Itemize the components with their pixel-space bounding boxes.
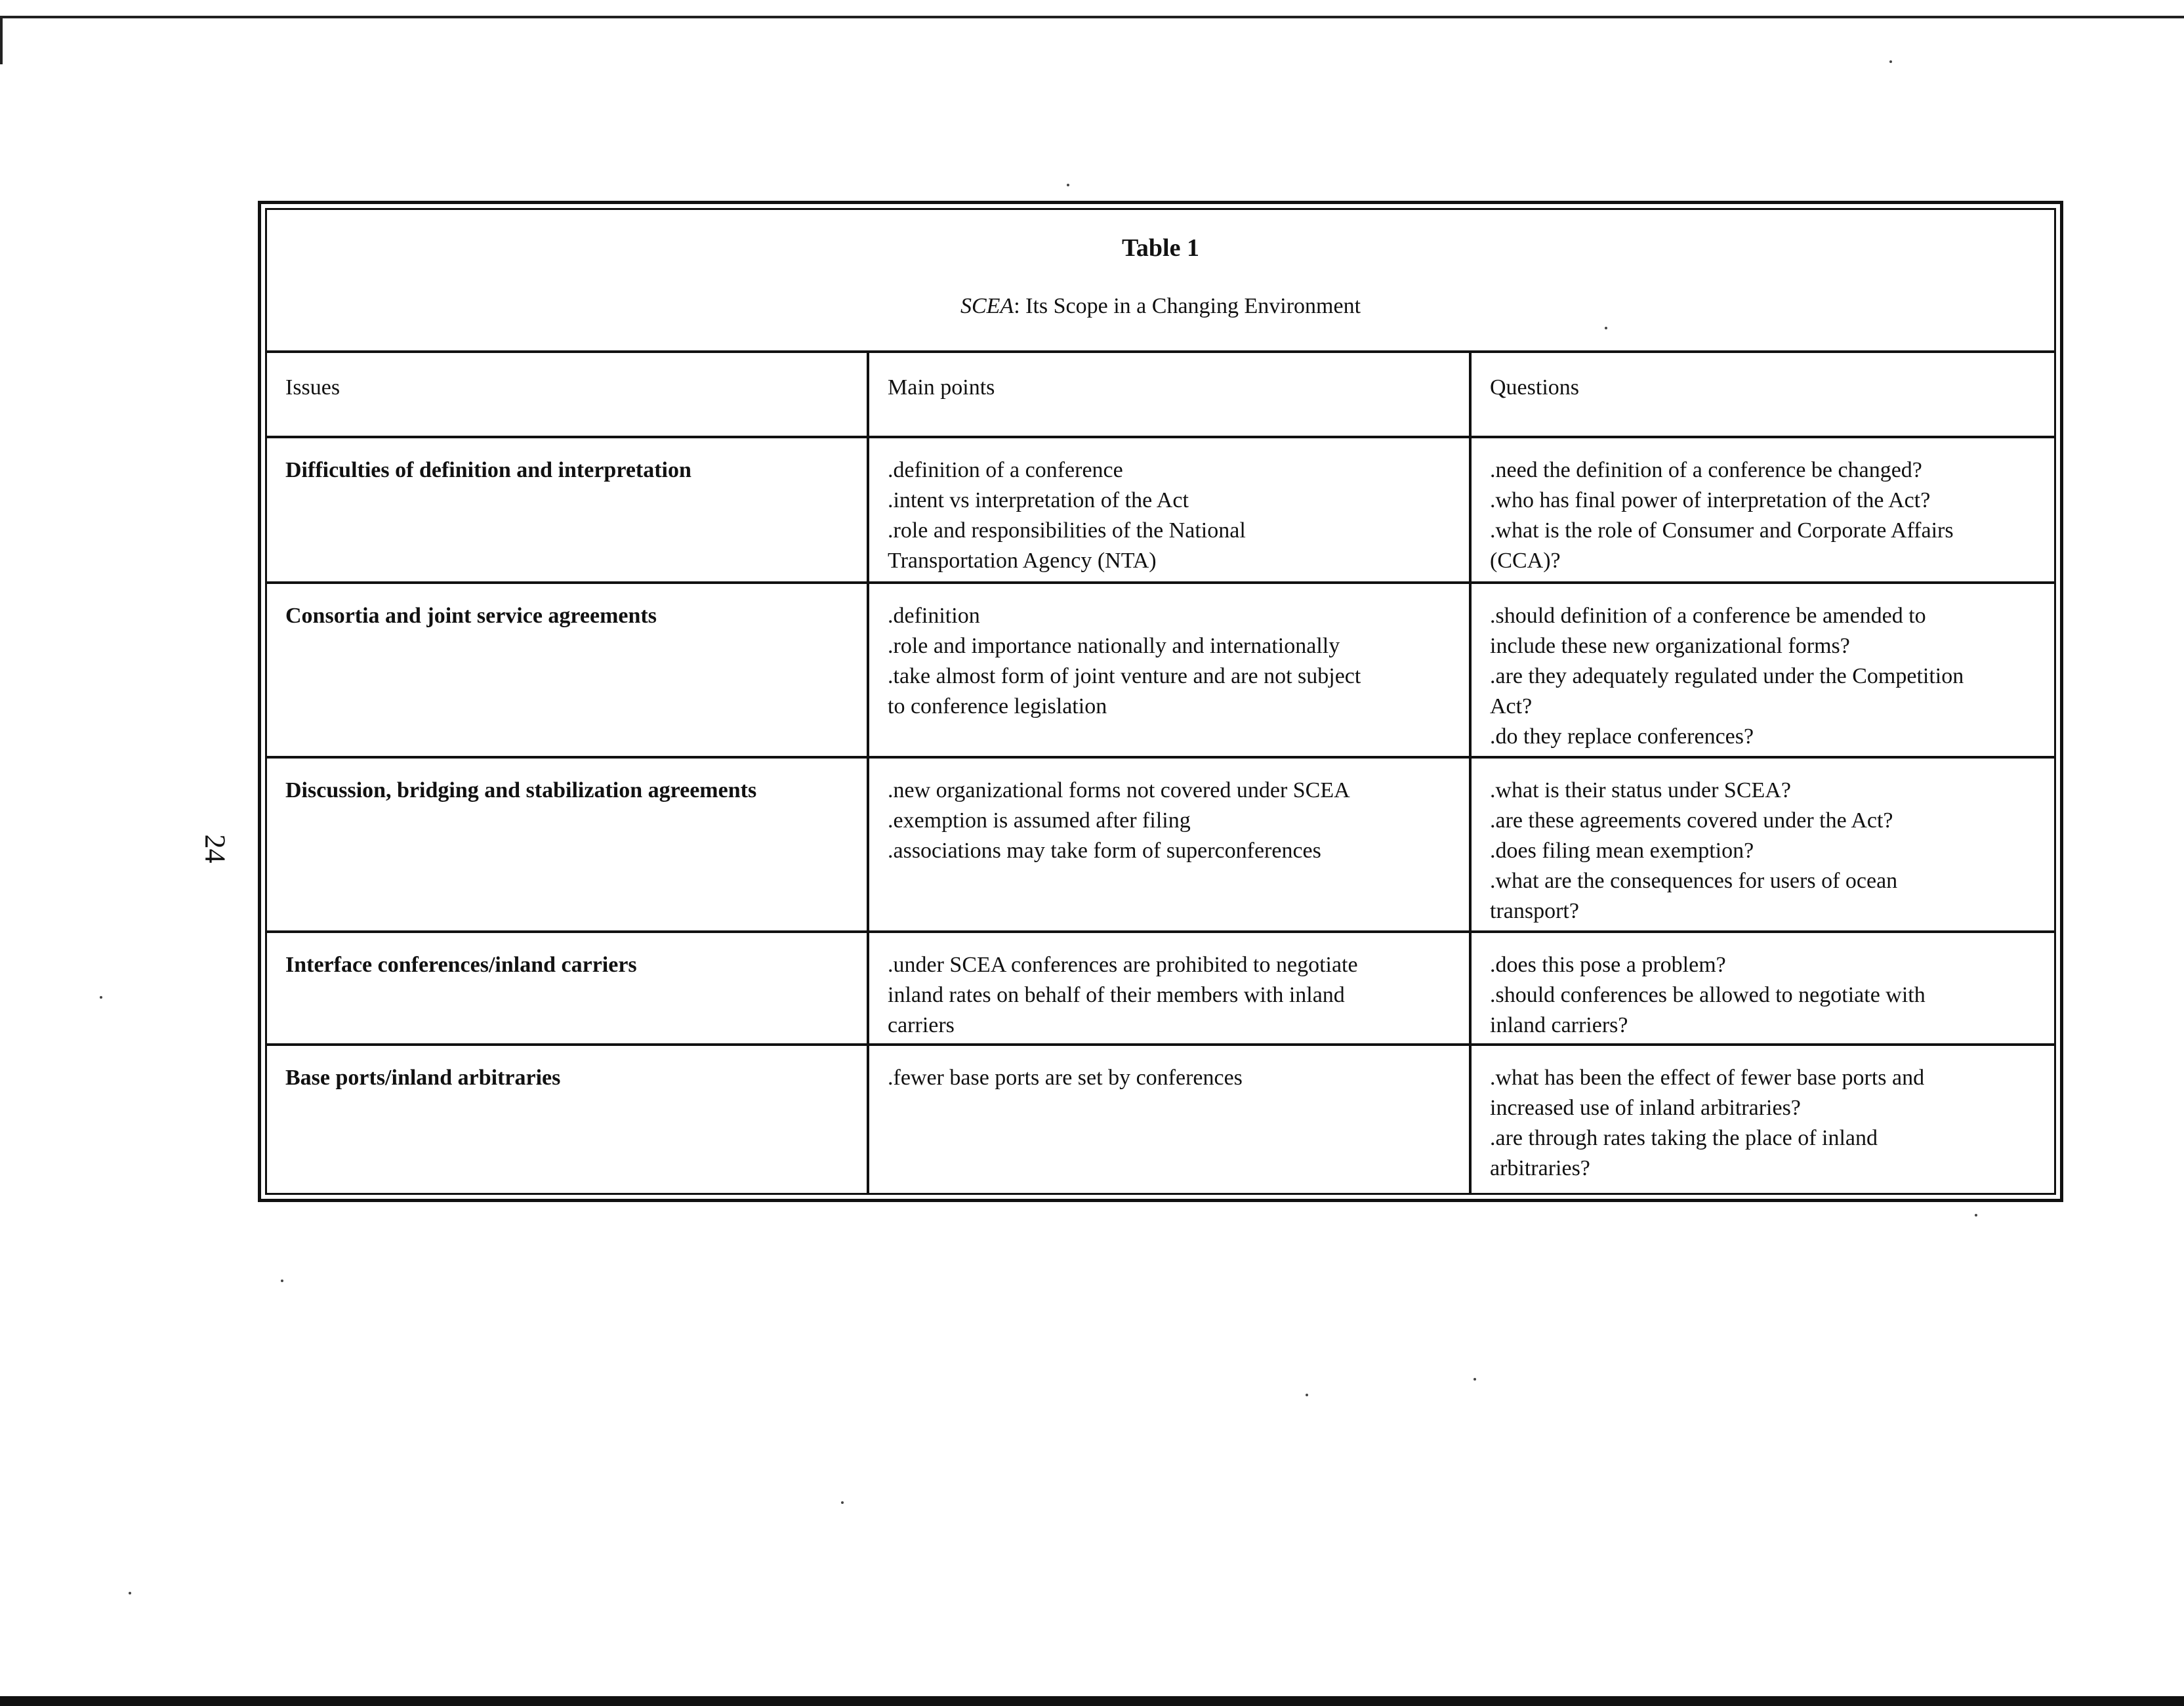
point-line: carriers — [888, 1013, 955, 1037]
scan-speck — [100, 996, 102, 999]
main-points-cell — [869, 584, 1472, 756]
point-line: .exemption is assumed after filing — [888, 808, 1191, 833]
point-line: .associations may take form of superconferences — [888, 839, 1321, 863]
question-line: transport? — [1490, 899, 1579, 923]
issue-cell: Discussion, bridging and stabilization agreements — [267, 759, 869, 930]
issue-cell: Consortia and joint service agreements — [267, 584, 869, 756]
point-line: .new organizational forms not covered under SCEA — [888, 778, 1350, 802]
main-points-cell — [869, 759, 1472, 930]
point-line: inland rates on behalf of their members with inland — [888, 983, 1345, 1007]
questions-cell — [1472, 933, 2054, 1043]
table-caption — [267, 210, 2054, 353]
questions-cell — [1472, 584, 2054, 756]
scan-speck — [1889, 60, 1892, 63]
bottom-scan-rule — [0, 1696, 2184, 1706]
question-line: .should definition of a conference be amended to — [1490, 604, 1926, 628]
point-line: .fewer base ports are set by conferences — [888, 1066, 1243, 1090]
point-line: .definition — [888, 604, 980, 628]
point-line: to conference legislation — [888, 694, 1107, 718]
header-issues: Issues — [267, 353, 869, 436]
main-points-cell — [869, 933, 1472, 1043]
point-line: Transportation Agency (NTA) — [888, 549, 1157, 573]
header-main-points: Main points — [869, 353, 1472, 436]
point-line: .take almost form of joint venture and are not subject — [888, 664, 1361, 688]
point-line: .definition of a conference — [888, 458, 1123, 482]
left-scan-mark — [0, 18, 3, 64]
table-header-row — [267, 353, 2054, 438]
main-points-cell — [869, 438, 1472, 581]
table-row — [267, 584, 2054, 759]
scan-speck — [281, 1280, 283, 1282]
point-line: .role and importance nationally and internationally — [888, 634, 1340, 658]
table-frame — [265, 208, 2056, 1195]
issue-cell: Difficulties of definition and interpretation — [267, 438, 869, 581]
table-row — [267, 438, 2054, 584]
question-line: inland carriers? — [1490, 1013, 1628, 1037]
subtitle-rest: : Its Scope in a Changing Environment — [1014, 294, 1361, 318]
question-line: .do they replace conferences? — [1490, 724, 1754, 749]
top-scan-rule — [0, 16, 2184, 18]
question-line: Act? — [1490, 694, 1533, 718]
scan-speck — [841, 1501, 844, 1504]
point-line: .under SCEA conferences are prohibited to negotiate — [888, 953, 1358, 977]
question-line: .what are the consequences for users of ocean — [1490, 869, 1898, 893]
question-line: include these new organizational forms? — [1490, 634, 1850, 658]
issue-cell: Interface conferences/inland carriers — [267, 933, 869, 1043]
questions-cell — [1472, 438, 2054, 581]
questions-cell — [1472, 1046, 2054, 1193]
question-line: .what is the role of Consumer and Corporate Affairs — [1490, 518, 1954, 543]
question-line: (CCA)? — [1490, 549, 1561, 573]
question-line: increased use of inland arbitraries? — [1490, 1096, 1801, 1120]
question-line: .what has been the effect of fewer base ports and — [1490, 1066, 1925, 1090]
header-questions: Questions — [1490, 375, 1579, 400]
scan-speck — [1067, 184, 1069, 186]
table-row — [267, 933, 2054, 1046]
question-line: .should conferences be allowed to negotiate with — [1490, 983, 1926, 1007]
subtitle-scea: SCEA — [960, 294, 1014, 318]
table-title: Table 1 — [1122, 234, 1199, 262]
page-number: 24 — [199, 834, 232, 863]
scope-table — [258, 201, 2063, 1202]
question-line: .does filing mean exemption? — [1490, 839, 1754, 863]
questions-cell — [1472, 759, 2054, 930]
question-line: .are these agreements covered under the Act? — [1490, 808, 1893, 833]
point-line: .role and responsibilities of the National — [888, 518, 1246, 543]
scan-speck — [129, 1592, 131, 1594]
table-row — [267, 759, 2054, 933]
table-subtitle — [267, 294, 2054, 319]
question-line: arbitraries? — [1490, 1156, 1590, 1180]
question-line: .what is their status under SCEA? — [1490, 778, 1791, 802]
question-line: .need the definition of a conference be changed? — [1490, 458, 1922, 482]
main-points-cell — [869, 1046, 1472, 1193]
question-line: .does this pose a problem? — [1490, 953, 1726, 977]
scan-speck — [1473, 1378, 1476, 1381]
point-line: .intent vs interpretation of the Act — [888, 488, 1189, 512]
scan-speck — [1306, 1394, 1308, 1396]
issue-cell: Base ports/inland arbitraries — [267, 1046, 869, 1193]
scan-speck — [1975, 1214, 1977, 1217]
question-line: .who has final power of interpretation of the Act? — [1490, 488, 1931, 512]
table-row — [267, 1046, 2054, 1193]
question-line: .are they adequately regulated under the Competition — [1490, 664, 1964, 688]
question-line: .are through rates taking the place of inland — [1490, 1126, 1878, 1150]
